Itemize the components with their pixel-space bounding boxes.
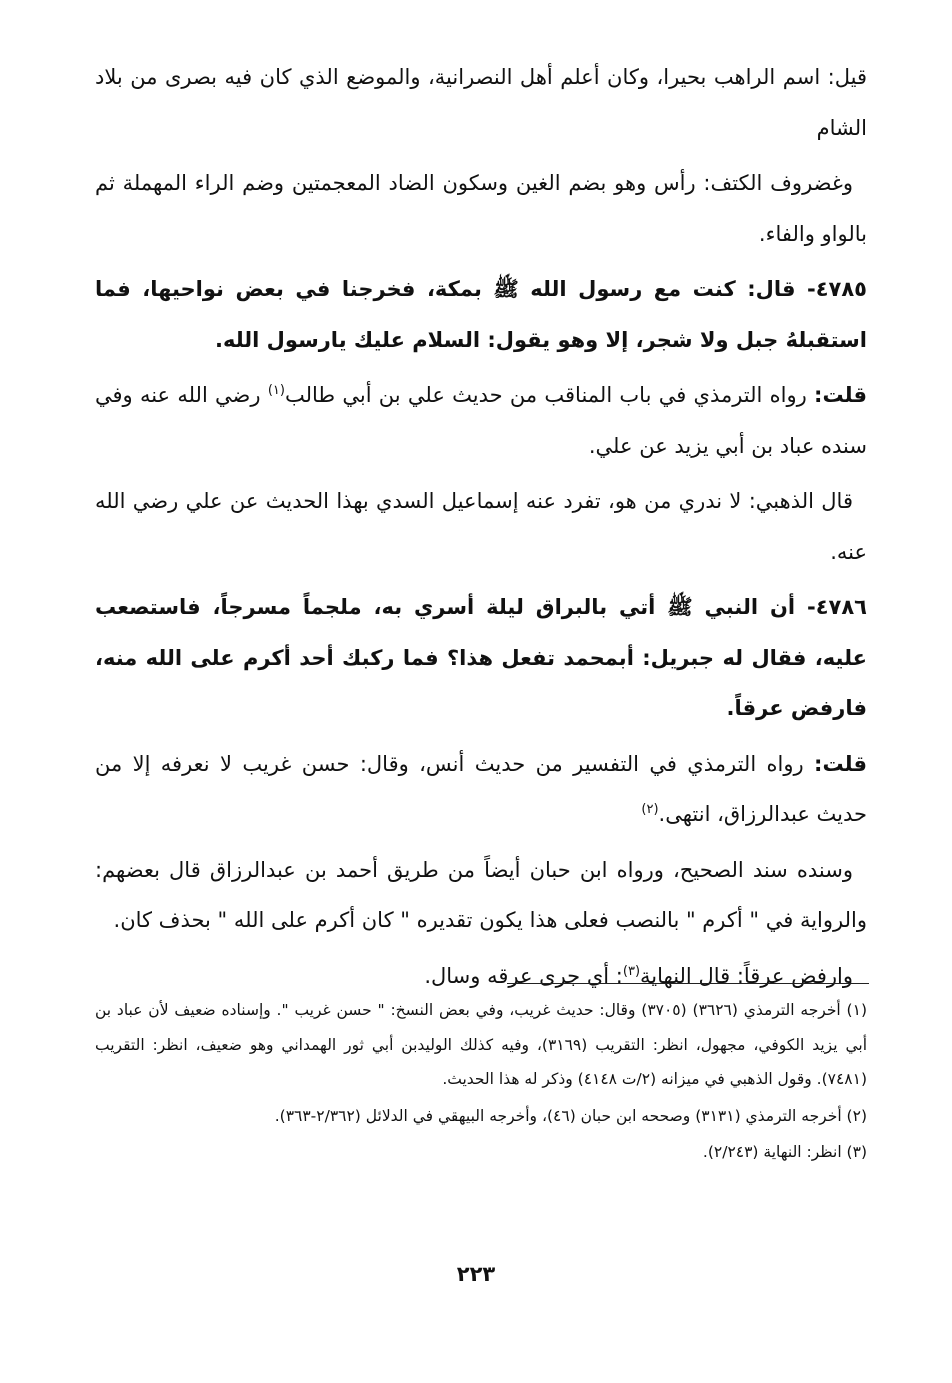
footnote-2: (٢) أخرجه الترمذي (٣١٣١) وصححه ابن حبان (٤٦)، وأخرجه البيهقي في الدلائل (٢/٣٦٢-٣٦٣). bbox=[274, 1106, 867, 1125]
qultu-label: قلت: bbox=[814, 751, 867, 776]
footnote-ref-2[interactable]: (٢) bbox=[641, 802, 659, 817]
footnote-3: (٣) انظر: النهاية (٢/٢٤٣). bbox=[702, 1143, 867, 1161]
footnotes bbox=[95, 993, 867, 1172]
dhahabi-remark: قال الذهبي: لا ندري من هو، تفرد عنه إسماعيل السدي بهذا الحديث عن علي رضي الله عنه. bbox=[95, 489, 867, 564]
main-text bbox=[95, 52, 867, 1006]
footnote-divider bbox=[507, 983, 869, 984]
footnote-ref-1[interactable]: (١) bbox=[267, 383, 285, 398]
irfadda-text-a: وارفض عرقاً: قال النهاية bbox=[640, 963, 853, 988]
footnote-ref-3[interactable]: (٣) bbox=[622, 963, 641, 979]
commentary-4785-text-b: رضي الله عنه وفي سنده عباد بن أبي يزيد عن علي. bbox=[95, 383, 867, 458]
isnad-remark: وسنده سند الصحيح، ورواه ابن حبان أيضاً من طريق أحمد بن عبدالرزاق قال بعضهم: والرواية في " أكرم " بالنصب فعلى هذا يكون تقديره " كان أكرم على الله " بحذف كان. bbox=[95, 857, 867, 932]
hadith-4785: ٤٧٨٥- قال: كنت مع رسول الله ﷺ بمكة، فخرجنا في بعض نواحيها، فما استقبلهُ جبل ولا شجر، إلا وهو يقول: السلام عليك يارسول الله. bbox=[95, 277, 867, 352]
commentary-4786-source bbox=[95, 739, 867, 840]
irfadda-text-b: : أي جرى عرقه وسال. bbox=[424, 963, 623, 988]
paragraph-bahira: قيل: اسم الراهب بحيرا، وكان أعلم أهل النصرانية، والموضع الذي كان فيه بصرى من بلاد الشام bbox=[95, 65, 867, 140]
footnote-1: (١) أخرجه الترمذي (٣٦٢٦) (٣٧٠٥) وقال: حديث غريب، وفي بعض النسخ: " حسن غريب ". وإسناده ضعيف لأن عباد بن أبي يزيد الكوفي، مجهول، انظر: التقريب (٣١٦٩)، وفيه كذلك الوليدبن أبي ثور الهمداني وهو ضعيف، انظر: التقريب (٧٤٨١). وقول الذهبي في ميزانه (٢/ت ٤١٤٨) وذكر له هذا الحديث. bbox=[95, 1001, 867, 1088]
commentary-4785-text-a: رواه الترمذي في باب المناقب من حديث علي بن أبي طالب bbox=[284, 383, 807, 407]
hadith-4786: ٤٧٨٦- أن النبي ﷺ أتي بالبراق ليلة أسري به، ملجماً مسرجاً، فاستصعب عليه، فقال له جبريل: أبمحمد تفعل هذا؟ فما ركبك أحد أكرم على الله منه، فارفض عرقاً. bbox=[95, 595, 867, 720]
commentary-4785-source bbox=[95, 370, 867, 471]
paragraph-ghudruf: وغضروف الكتف: رأس وهو بضم الغين وسكون الضاد المعجمتين وضم الراء المهملة ثم بالواو والفاء. bbox=[95, 171, 867, 246]
page-number: ٢٢٣ bbox=[456, 1262, 496, 1286]
commentary-4786-text: رواه الترمذي في التفسير من حديث أنس، وقال: حسن غريب لا نعرفه إلا من حديث عبدالرزاق، انتهى. bbox=[95, 751, 867, 826]
qultu-label: قلت: bbox=[814, 383, 867, 407]
